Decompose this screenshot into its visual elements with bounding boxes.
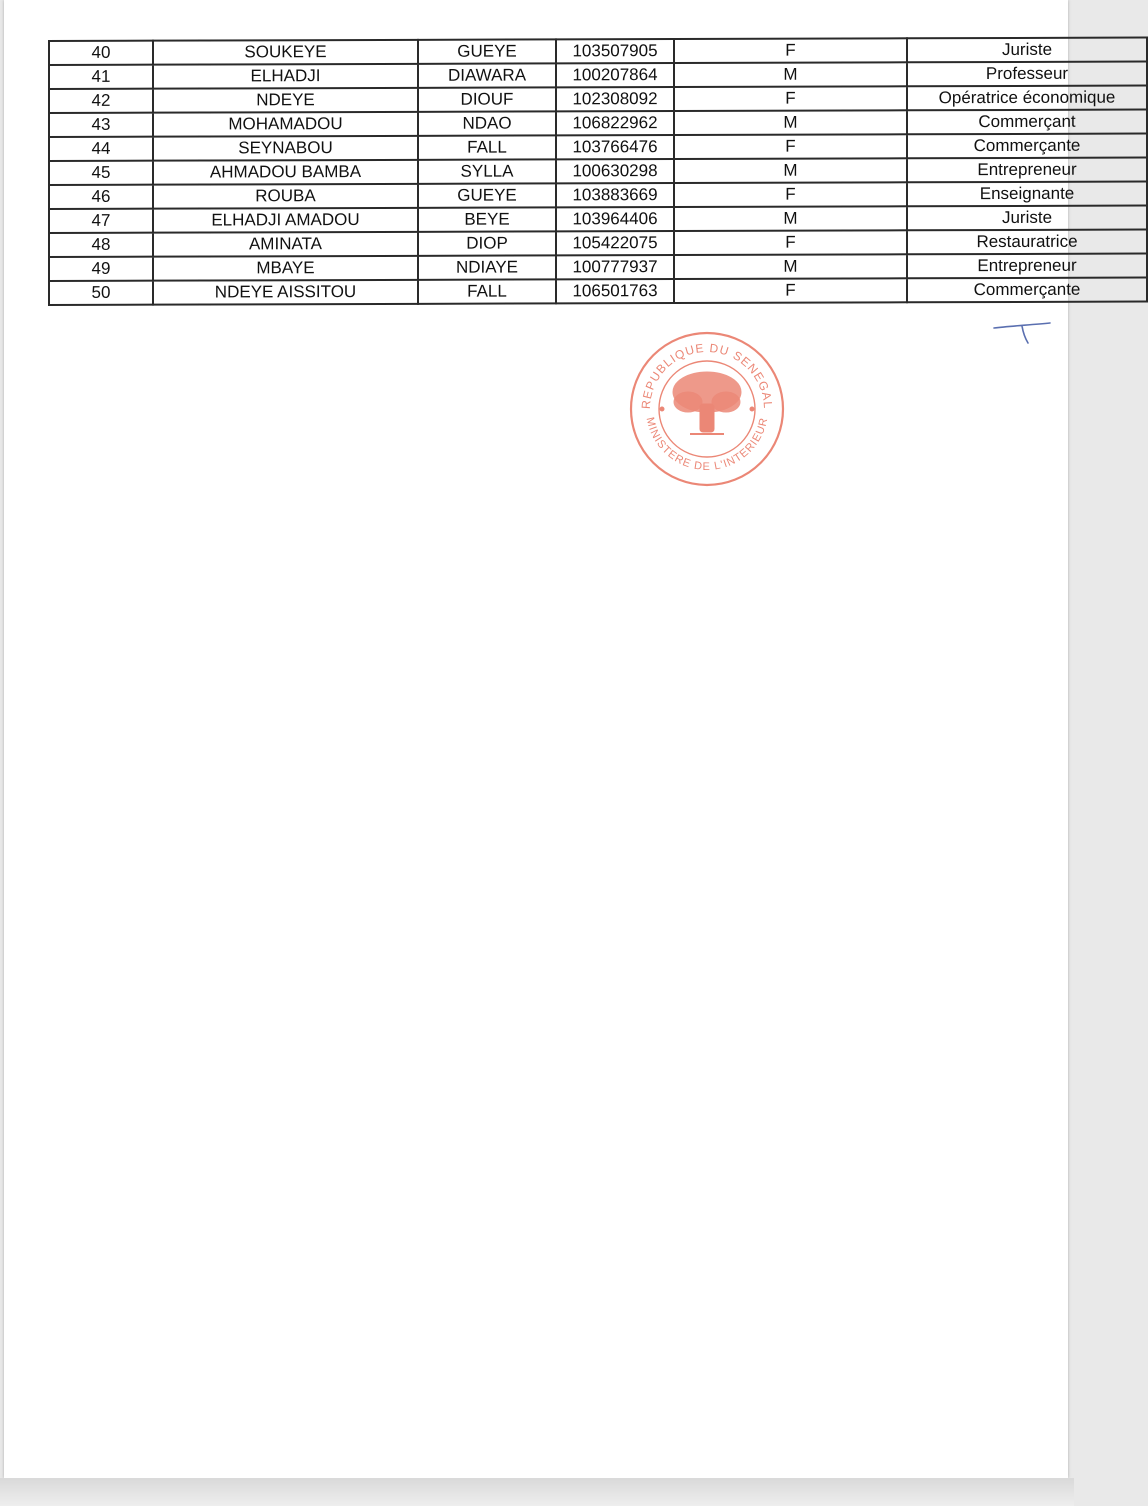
- last-name-cell: GUEYE: [418, 183, 556, 207]
- sex-cell: M: [674, 254, 907, 279]
- row-number-cell: 41: [49, 65, 153, 89]
- sex-cell: M: [674, 110, 907, 135]
- id-number-cell: 103507905: [556, 39, 674, 63]
- table-row: [49, 110, 1147, 137]
- profession-cell: Enseignante: [907, 182, 1147, 207]
- first-name-cell: ELHADJI AMADOU: [153, 208, 418, 233]
- last-name-cell: SYLLA: [418, 159, 556, 183]
- row-number-cell: 45: [49, 161, 153, 185]
- first-name-cell: AMINATA: [153, 232, 418, 257]
- table-row: [49, 182, 1147, 209]
- sex-cell: F: [674, 86, 907, 111]
- stamp-bottom-text: MINISTERE DE L'INTERIEUR: [643, 416, 771, 474]
- registry-table: [48, 37, 1148, 306]
- signature-mark: [992, 320, 1052, 346]
- first-name-cell: ROUBA: [153, 184, 418, 209]
- row-number-cell: 43: [49, 113, 153, 137]
- first-name-cell: MOHAMADOU: [153, 112, 418, 137]
- first-name-cell: NDEYE AISSITOU: [153, 280, 418, 305]
- table-row: [49, 158, 1147, 185]
- last-name-cell: FALL: [418, 135, 556, 159]
- last-name-cell: DIOUF: [418, 87, 556, 111]
- first-name-cell: SEYNABOU: [153, 136, 418, 161]
- profession-cell: Juriste: [907, 38, 1147, 63]
- official-stamp: [628, 330, 786, 488]
- sex-cell: F: [674, 230, 907, 255]
- row-number-cell: 42: [49, 89, 153, 113]
- page-bottom-edge: [0, 1478, 1074, 1506]
- id-number-cell: 103964406: [556, 207, 674, 231]
- id-number-cell: 100630298: [556, 159, 674, 183]
- first-name-cell: AHMADOU BAMBA: [153, 160, 418, 185]
- id-number-cell: 100207864: [556, 63, 674, 87]
- first-name-cell: MBAYE: [153, 256, 418, 281]
- row-number-cell: 47: [49, 209, 153, 233]
- profession-cell: Entrepreneur: [907, 158, 1147, 183]
- last-name-cell: FALL: [418, 279, 556, 303]
- row-number-cell: 40: [49, 41, 153, 65]
- id-number-cell: 105422075: [556, 231, 674, 255]
- id-number-cell: 106501763: [556, 279, 674, 303]
- profession-cell: Opératrice économique: [907, 86, 1147, 111]
- table-row: [49, 38, 1147, 65]
- table-row: [49, 134, 1147, 161]
- last-name-cell: NDAO: [418, 111, 556, 135]
- sex-cell: F: [674, 182, 907, 207]
- sex-cell: M: [674, 206, 907, 231]
- profession-cell: Entrepreneur: [907, 254, 1147, 279]
- profession-cell: Juriste: [907, 206, 1147, 231]
- profession-cell: Commerçant: [907, 110, 1147, 135]
- profession-cell: Professeur: [907, 62, 1147, 87]
- sex-cell: M: [674, 62, 907, 87]
- sex-cell: F: [674, 38, 907, 63]
- row-number-cell: 48: [49, 233, 153, 257]
- last-name-cell: BEYE: [418, 207, 556, 231]
- id-number-cell: 100777937: [556, 255, 674, 279]
- table-row: [49, 206, 1147, 233]
- last-name-cell: GUEYE: [418, 39, 556, 63]
- baobab-tree-icon: [660, 372, 754, 434]
- registry-table-body: [49, 38, 1147, 305]
- first-name-cell: NDEYE: [153, 88, 418, 113]
- sex-cell: F: [674, 278, 907, 303]
- row-number-cell: 46: [49, 185, 153, 209]
- sex-cell: M: [674, 158, 907, 183]
- sex-cell: F: [674, 134, 907, 159]
- table-row: [49, 278, 1147, 305]
- row-number-cell: 49: [49, 257, 153, 281]
- table-row: [49, 230, 1147, 257]
- id-number-cell: 103883669: [556, 183, 674, 207]
- first-name-cell: SOUKEYE: [153, 40, 418, 65]
- id-number-cell: 103766476: [556, 135, 674, 159]
- row-number-cell: 50: [49, 281, 153, 305]
- table-row: [49, 254, 1147, 281]
- profession-cell: Commerçante: [907, 134, 1147, 159]
- last-name-cell: DIOP: [418, 231, 556, 255]
- table-row: [49, 86, 1147, 113]
- last-name-cell: NDIAYE: [418, 255, 556, 279]
- profession-cell: Commerçante: [907, 278, 1147, 303]
- first-name-cell: ELHADJI: [153, 64, 418, 89]
- id-number-cell: 106822962: [556, 111, 674, 135]
- row-number-cell: 44: [49, 137, 153, 161]
- id-number-cell: 102308092: [556, 87, 674, 111]
- last-name-cell: DIAWARA: [418, 63, 556, 87]
- profession-cell: Restauratrice: [907, 230, 1147, 255]
- stamp-top-text: REPUBLIQUE DU SENEGAL: [638, 340, 776, 410]
- table-row: [49, 62, 1147, 89]
